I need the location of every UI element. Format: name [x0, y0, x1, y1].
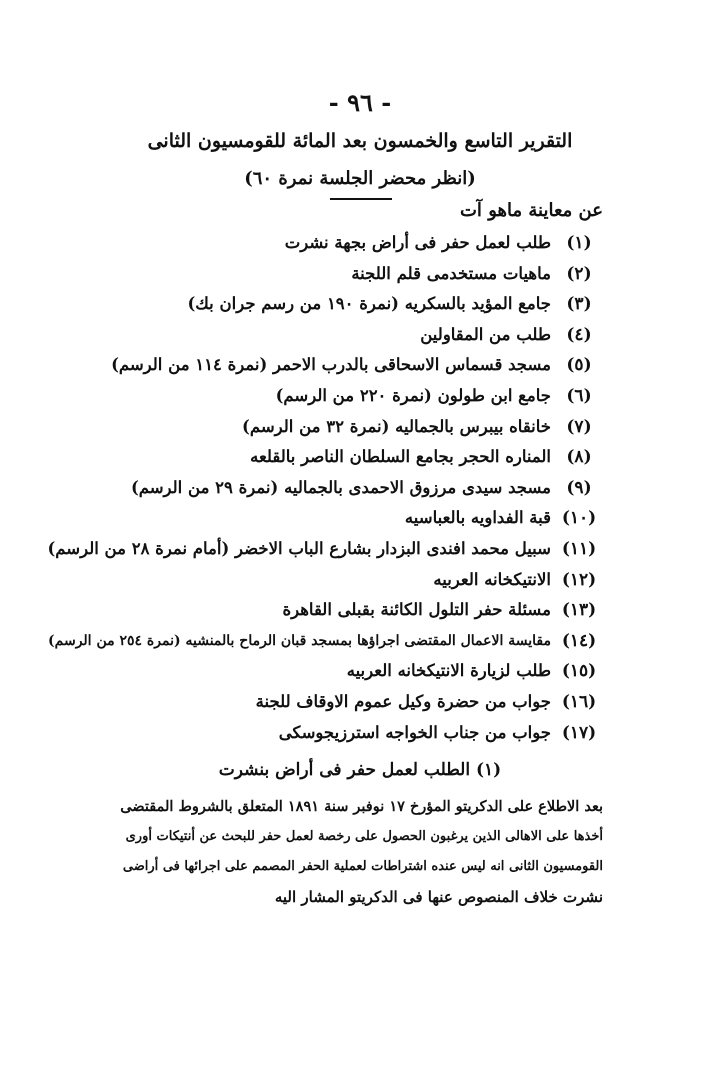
- item-text: جامع ابن طولون (نمرة ٢٢٠ من الرسم): [275, 385, 551, 405]
- list-item: [23, 381, 603, 412]
- list-item: [23, 534, 603, 565]
- paragraph-line: أخذها على الاهالى الذين يرغبون الحصول على رخصة لعمل حفر للبحث عن أنتيكات أورى: [125, 829, 603, 844]
- item-number: (٩): [566, 477, 592, 498]
- item-number: (٣): [566, 294, 592, 315]
- section-heading: (١) الطلب لعمل حفر فى أراض بنشرت: [218, 760, 502, 780]
- item-number: (١٣): [561, 600, 597, 621]
- item-number: (٦): [566, 385, 592, 406]
- item-text: طلب من المقاولين: [420, 324, 551, 344]
- item-number: (٧): [566, 416, 592, 437]
- list-item: [23, 259, 603, 290]
- list-item: [23, 320, 603, 351]
- intro-line: عن معاينة ماهو آت: [459, 200, 603, 221]
- item-number: (١٤): [561, 630, 597, 651]
- list-item: [23, 503, 603, 534]
- item-text: طلب لعمل حفر فى أراض بجهة نشرت: [284, 233, 551, 252]
- item-text: مسجد سيدى مرزوق الاحمدى بالجماليه (نمرة ٢٩ من الرسم): [130, 477, 551, 497]
- item-text: ماهيات مستخدمى قلم اللجنة: [351, 263, 551, 283]
- list-item: [23, 412, 603, 443]
- item-number: (٥): [566, 355, 592, 376]
- paragraph-line: بعد الاطلاع على الدكريتو المؤرخ ١٧ نوفبر سنة ١٨٩١ المتعلق بالشروط المقتضى: [120, 798, 603, 815]
- item-number: (١٢): [561, 569, 597, 590]
- item-number: (٤): [566, 324, 592, 345]
- item-number: (٨): [566, 447, 592, 468]
- list-item: [23, 565, 603, 596]
- item-number: (١): [566, 233, 592, 253]
- list-item: [23, 442, 603, 473]
- subtitle-underline: [330, 198, 392, 200]
- item-text: المناره الحجر بجامع السلطان الناصر بالقلعه: [250, 447, 551, 467]
- item-text: الانتيكخانه العربيه: [433, 569, 551, 589]
- list-item: [23, 350, 603, 381]
- item-text: خانقاه بيبرس بالجماليه (نمرة ٣٢ من الرسم): [242, 416, 551, 436]
- item-number: (١١): [561, 538, 597, 559]
- paragraph-line: نشرت خلاف المنصوص عنها فى الدكريتو المشار اليه: [274, 888, 603, 906]
- list-item: [23, 228, 603, 259]
- list-item: [23, 626, 603, 657]
- page-number: - ٩٦ -: [328, 88, 392, 117]
- item-number: (١٠): [561, 508, 597, 529]
- item-number: (٢): [566, 263, 592, 284]
- list-item: [23, 473, 603, 504]
- agenda-list: [23, 228, 603, 748]
- list-item: [23, 656, 603, 687]
- item-number: (١٧): [561, 722, 597, 743]
- item-text: جامع المؤيد بالسكريه (نمرة ١٩٠ من رسم جران بك): [187, 294, 551, 314]
- item-number: (١٥): [561, 661, 597, 682]
- list-item: [23, 687, 603, 718]
- item-number: (١٦): [561, 691, 597, 712]
- list-item: [23, 718, 603, 749]
- report-subtitle: (انظر محضر الجلسة نمرة ٦٠): [244, 168, 476, 189]
- item-text: طلب لزيارة الانتيكخانه العربيه: [346, 661, 551, 681]
- item-text: جواب من جناب الخواجه استرزيجوسكى: [278, 722, 551, 742]
- item-text: سبيل محمد افندى البزدار بشارع الباب الاخضر (أمام نمرة ٢٨ من الرسم): [47, 538, 551, 558]
- list-item: [23, 595, 603, 626]
- paragraph-line: القومسيون الثانى انه ليس عنده اشتراطات لعملية الحفر المصمم على اجرائها فى أراضى: [122, 859, 603, 874]
- item-text: مسجد قسماس الاسحاقى بالدرب الاحمر (نمرة ١١٤ من الرسم): [111, 355, 551, 375]
- report-title: التقرير التاسع والخمسون بعد المائة للقومسيون الثانى: [147, 130, 573, 152]
- list-item: [23, 289, 603, 320]
- body-paragraph: [113, 792, 603, 912]
- item-text: جواب من حضرة وكيل عموم الاوقاف للجنة: [255, 691, 551, 711]
- item-text: مقايسة الاعمال المقتضى اجراؤها بمسجد قبان الرماح بالمنشيه (نمرة ٢٥٤ من الرسم): [48, 632, 551, 649]
- item-text: مسئلة حفر التلول الكائنة بقبلى القاهرة: [282, 600, 551, 620]
- item-text: قبة الفداويه بالعباسيه: [404, 508, 551, 528]
